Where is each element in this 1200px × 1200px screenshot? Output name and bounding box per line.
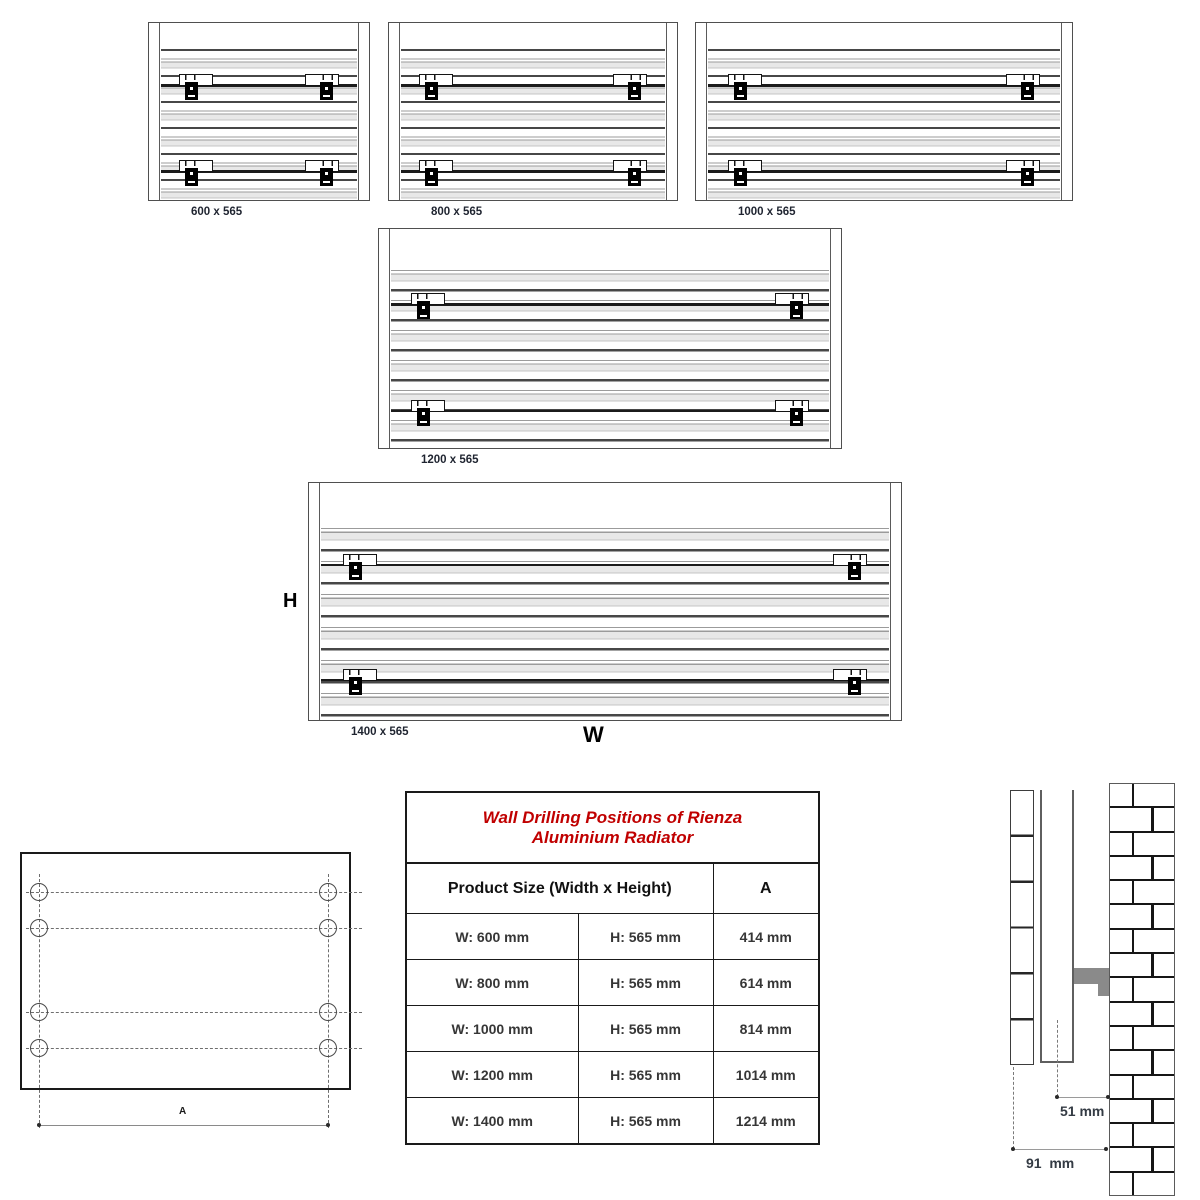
radiator-face: [321, 483, 889, 720]
cell-a: 614 mm: [713, 960, 819, 1006]
brick-row: [1110, 881, 1174, 905]
mounting-bar: [391, 410, 829, 413]
table-title: [406, 792, 819, 863]
brick-joint: [1151, 1148, 1154, 1170]
table-header-a: A: [713, 863, 819, 914]
brick-joint: [1151, 857, 1154, 879]
radiator-right-rail: [830, 229, 841, 448]
brick-joint: [1132, 881, 1135, 903]
table-row: [406, 1006, 819, 1052]
table-title-line1: Wall Drilling Positions of Rienza: [482, 807, 743, 827]
brick-joint: [1132, 1173, 1135, 1195]
radiator-left-rail: [389, 23, 400, 200]
drill-hole: [319, 1003, 337, 1021]
mounting-clip-icon: [728, 74, 762, 101]
mounting-bar: [321, 564, 889, 567]
cell-height: H: 565 mm: [578, 914, 713, 960]
dimension-endpoint: [326, 1123, 330, 1127]
radiator-top-band: [401, 23, 665, 49]
cell-height: H: 565 mm: [578, 1098, 713, 1145]
wall-bracket-hook: [1098, 983, 1109, 996]
brick-row: [1110, 978, 1174, 1002]
brick-row: [1110, 1173, 1174, 1196]
radiator-size-label: 1400 x 565: [351, 726, 409, 738]
cell-a: 1014 mm: [713, 1052, 819, 1098]
spec-table: [405, 791, 820, 1145]
brick-wall: [1109, 783, 1175, 1196]
dimension-line-91: [1013, 1149, 1107, 1150]
centerline-horizontal: [26, 1012, 362, 1013]
cell-width: W: 1200 mm: [406, 1052, 578, 1098]
brick-row: [1110, 857, 1174, 881]
brick-joint: [1132, 1076, 1135, 1098]
cell-width: W: 600 mm: [406, 914, 578, 960]
brick-joint: [1132, 833, 1135, 855]
table-header-product-size: Product Size (Width x Height): [406, 863, 713, 914]
mounting-clip-icon: [775, 293, 809, 320]
radiator-top-band: [708, 23, 1060, 49]
mounting-clip-icon: [411, 293, 445, 320]
mounting-clip-icon: [419, 160, 453, 187]
mounting-clip-icon: [305, 160, 339, 187]
brick-row: [1110, 1051, 1174, 1075]
brick-row: [1110, 1003, 1174, 1027]
mounting-clip-icon: [343, 554, 377, 581]
dimension-line-51: [1057, 1097, 1109, 1098]
centerline-horizontal: [26, 892, 362, 893]
radiator-face: [161, 23, 357, 200]
centerline-vertical: [39, 874, 40, 1128]
table-row: [406, 960, 819, 1006]
mounting-clip-icon: [179, 160, 213, 187]
drilling-outline: [20, 852, 351, 1090]
cell-a: 814 mm: [713, 1006, 819, 1052]
radiator-1000x565-diagram: [695, 22, 1073, 218]
drill-hole: [30, 883, 48, 901]
table-title-line2: Aluminium Radiator: [531, 827, 694, 847]
mounting-clip-icon: [833, 669, 867, 696]
dimension-endpoint: [1104, 1147, 1108, 1151]
mounting-clip-icon: [343, 669, 377, 696]
brick-joint: [1151, 954, 1154, 976]
radiator-top-band: [391, 229, 829, 268]
centerline-horizontal: [26, 1048, 362, 1049]
brick-row: [1110, 784, 1174, 808]
radiator-left-rail: [379, 229, 390, 448]
mounting-clip-icon: [1006, 74, 1040, 101]
dimension-endpoint: [1106, 1095, 1110, 1099]
mounting-bar: [321, 679, 889, 682]
brick-joint: [1151, 1100, 1154, 1122]
dimension-label-a: A: [179, 1106, 187, 1117]
centerline-vertical: [1057, 1020, 1058, 1097]
radiator-size-label: 1000 x 565: [738, 206, 796, 218]
brick-joint: [1132, 1027, 1135, 1049]
radiator-size-label: 800 x 565: [431, 206, 483, 218]
mounting-clip-icon: [833, 554, 867, 581]
radiator-right-rail: [890, 483, 901, 720]
brick-row: [1110, 905, 1174, 929]
drill-hole: [30, 1039, 48, 1057]
radiator-face: [391, 229, 829, 448]
mounting-bar: [391, 303, 829, 306]
brick-joint: [1151, 1051, 1154, 1073]
cell-width: W: 800 mm: [406, 960, 578, 1006]
dim-91-label: 91 mm: [1026, 1155, 1075, 1171]
wall-channel-right-line: [1072, 790, 1074, 1063]
brick-joint: [1132, 784, 1135, 806]
mounting-clip-icon: [419, 74, 453, 101]
drill-hole: [319, 1039, 337, 1057]
dim-51-label: 51 mm: [1060, 1103, 1105, 1119]
cell-height: H: 565 mm: [578, 1006, 713, 1052]
side-view: [1000, 778, 1195, 1200]
brick-joint: [1151, 1003, 1154, 1025]
mounting-clip-icon: [613, 74, 647, 101]
mounting-clip-icon: [411, 400, 445, 427]
mounting-clip-icon: [775, 400, 809, 427]
table-row: [406, 1098, 819, 1145]
radiator-800x565-diagram: [388, 22, 678, 218]
brick-row: [1110, 808, 1174, 832]
drill-hole: [319, 883, 337, 901]
radiator-size-label: 600 x 565: [191, 206, 243, 218]
radiator-top-band: [161, 23, 357, 49]
brick-row: [1110, 1076, 1174, 1100]
cell-a: 414 mm: [713, 914, 819, 960]
table-row: [406, 1052, 819, 1098]
radiator-top-band: [321, 483, 889, 519]
table-row: [406, 914, 819, 960]
brick-joint: [1132, 930, 1135, 952]
radiator-600x565-diagram: [148, 22, 370, 218]
brick-row: [1110, 1100, 1174, 1124]
drill-hole: [30, 1003, 48, 1021]
brick-row: [1110, 930, 1174, 954]
centerline-vertical: [328, 874, 329, 1128]
drilling-diagram: [18, 848, 388, 1143]
brick-joint: [1132, 978, 1135, 1000]
cell-height: H: 565 mm: [578, 960, 713, 1006]
drill-hole: [30, 919, 48, 937]
brick-row: [1110, 1124, 1174, 1148]
brick-row: [1110, 833, 1174, 857]
mounting-clip-icon: [1006, 160, 1040, 187]
radiator-right-rail: [666, 23, 677, 200]
radiator-1400x565-diagram: [308, 482, 902, 738]
cell-width: W: 1400 mm: [406, 1098, 578, 1145]
brick-joint: [1132, 1124, 1135, 1146]
height-dimension-letter: H: [283, 590, 298, 612]
radiator-right-rail: [358, 23, 369, 200]
dimension-endpoint: [1055, 1095, 1059, 1099]
drill-hole: [319, 919, 337, 937]
wall-bracket-side: [1074, 968, 1110, 984]
brick-row: [1110, 1027, 1174, 1051]
cell-width: W: 1000 mm: [406, 1006, 578, 1052]
centerline-vertical: [1013, 1067, 1014, 1149]
brick-joint: [1151, 808, 1154, 830]
radiator-left-rail: [696, 23, 707, 200]
dimension-endpoint: [37, 1123, 41, 1127]
radiator-left-rail: [309, 483, 320, 720]
brick-row: [1110, 954, 1174, 978]
mounting-clip-icon: [305, 74, 339, 101]
brick-row: [1110, 1148, 1174, 1172]
mounting-clip-icon: [613, 160, 647, 187]
brick-joint: [1151, 905, 1154, 927]
cell-height: H: 565 mm: [578, 1052, 713, 1098]
radiator-right-rail: [1061, 23, 1072, 200]
cell-a: 1214 mm: [713, 1098, 819, 1145]
radiator-1200x565-diagram: [378, 228, 842, 466]
radiator-left-rail: [149, 23, 160, 200]
radiator-side-profile: [1010, 790, 1034, 1065]
mounting-clip-icon: [179, 74, 213, 101]
radiator-size-label: 1200 x 565: [421, 454, 479, 466]
dimension-line-a: [39, 1125, 328, 1126]
dimension-endpoint: [1011, 1147, 1015, 1151]
wall-channel-left-line: [1040, 790, 1042, 1063]
radiator-face: [401, 23, 665, 200]
radiator-face: [708, 23, 1060, 200]
width-dimension-letter: W: [583, 722, 604, 747]
mounting-clip-icon: [728, 160, 762, 187]
centerline-horizontal: [26, 928, 362, 929]
